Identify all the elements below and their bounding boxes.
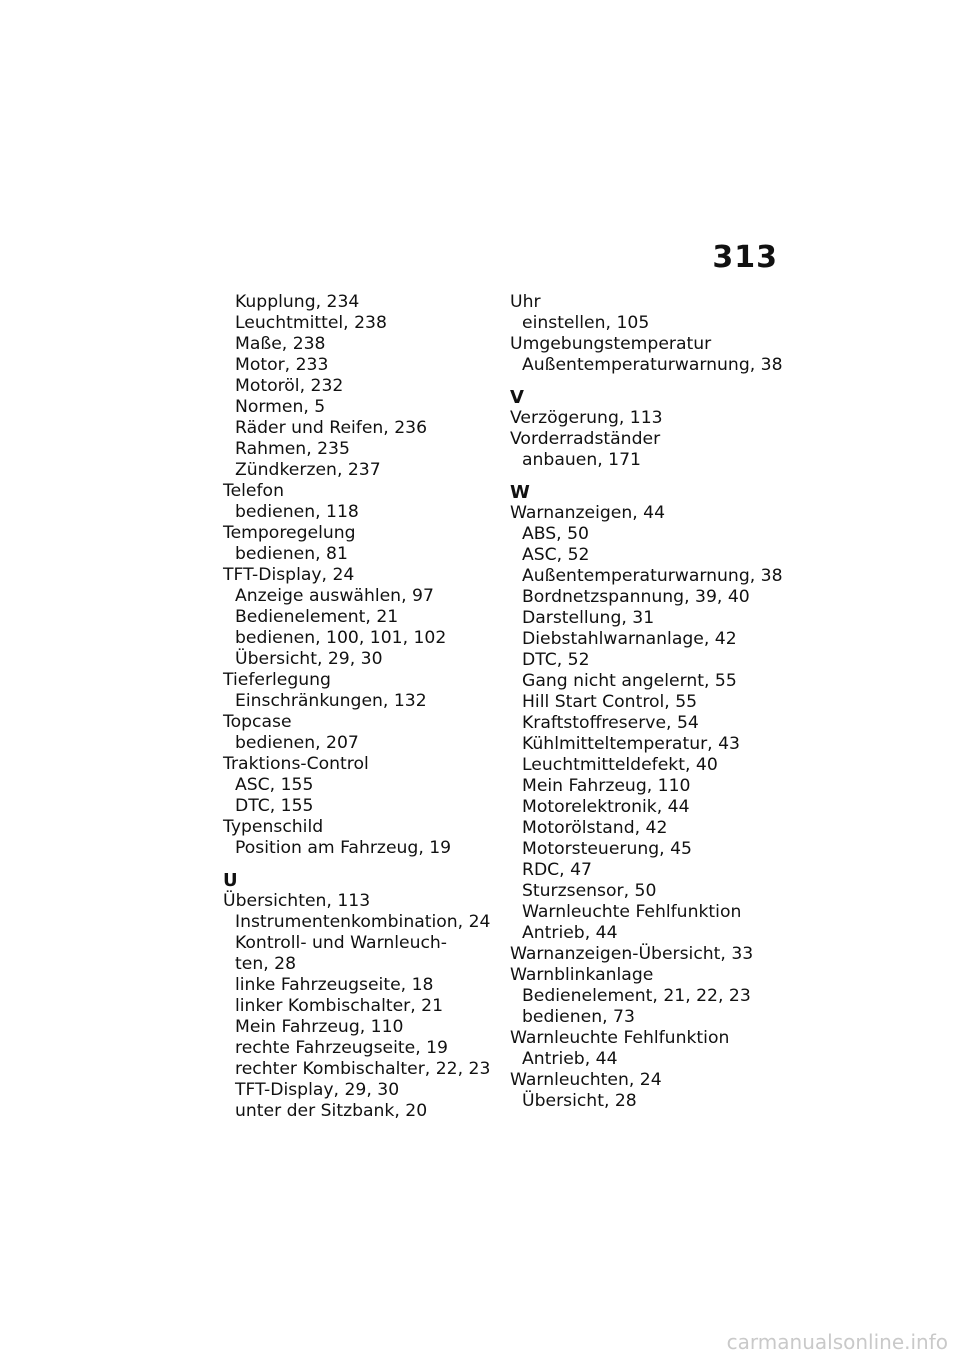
index-sub-entry: bedienen, 207 (235, 733, 359, 753)
index-sub-entry: bedienen, 100, 101, 102 (235, 628, 447, 648)
index-sub-entry: Normen, 5 (235, 397, 326, 417)
index-sub-entry: Einschränkungen, 132 (235, 691, 427, 711)
index-main-entry: Warnanzeigen, 44 (510, 503, 666, 523)
index-main-entry: Vorderradständer (510, 429, 661, 449)
index-sub-entry: Kraftstoffreserve, 54 (522, 713, 699, 733)
page-number: 313 (712, 240, 778, 275)
index-sub-entry: Motorsteuerung, 45 (522, 839, 692, 859)
index-main-entry: Warnleuchten, 24 (510, 1070, 662, 1090)
index-sub-entry: ABS, 50 (522, 524, 589, 544)
index-section-letter: U (223, 870, 238, 891)
index-sub-entry: Motoröl, 232 (235, 376, 344, 396)
index-section-letter: V (510, 387, 524, 408)
index-sub-entry: Maße, 238 (235, 334, 326, 354)
index-sub-entry: ten, 28 (235, 954, 297, 974)
index-sub-entry: Leuchtmitteldefekt, 40 (522, 755, 718, 775)
index-column-right (510, 292, 790, 1112)
index-sub-entry: Bedienelement, 21, 22, 23 (522, 986, 751, 1006)
index-sub-entry: Instrumentenkombination, 24 (235, 912, 491, 932)
index-sub-entry: Motorelektronik, 44 (522, 797, 690, 817)
index-sub-entry: Zündkerzen, 237 (235, 460, 381, 480)
index-sub-entry: DTC, 155 (235, 796, 314, 816)
index-sub-entry: bedienen, 81 (235, 544, 348, 564)
index-sub-entry: rechter Kombischalter, 22, 23 (235, 1059, 491, 1079)
index-sub-entry: Antrieb, 44 (522, 1049, 618, 1069)
index-main-entry: Warnanzeigen-Übersicht, 33 (510, 944, 754, 964)
index-sub-entry: DTC, 52 (522, 650, 590, 670)
index-sub-entry: ASC, 52 (522, 545, 590, 565)
index-sub-entry: Leuchtmittel, 238 (235, 313, 387, 333)
index-main-entry: Telefon (223, 481, 284, 501)
index-main-entry: Warnblinkanlage (510, 965, 654, 985)
index-main-entry: Typenschild (223, 817, 324, 837)
index-main-entry: Uhr (510, 292, 541, 312)
index-sub-entry: Mein Fahrzeug, 110 (522, 776, 691, 796)
index-main-entry: Übersichten, 113 (223, 891, 371, 911)
index-sub-entry: Darstellung, 31 (522, 608, 655, 628)
index-sub-entry: linke Fahrzeugseite, 18 (235, 975, 434, 995)
index-sub-entry: unter der Sitzbank, 20 (235, 1101, 428, 1121)
index-sub-entry: rechte Fahrzeugseite, 19 (235, 1038, 448, 1058)
index-sub-entry: RDC, 47 (522, 860, 592, 880)
index-sub-entry: Außentemperaturwarnung, 38 (522, 566, 783, 586)
index-main-entry: Topcase (223, 712, 292, 732)
index-sub-entry: Außentemperaturwarnung, 38 (522, 355, 783, 375)
index-sub-entry: Räder und Reifen, 236 (235, 418, 428, 438)
index-main-entry: Warnleuchte Fehlfunktion (510, 1028, 730, 1048)
index-sub-entry: Übersicht, 28 (522, 1091, 637, 1111)
index-main-entry: Verzögerung, 113 (510, 408, 663, 428)
index-sub-entry: Kühlmitteltemperatur, 43 (522, 734, 740, 754)
index-sub-entry: Kontroll- und Warnleuch- (235, 933, 448, 953)
index-sub-entry: Warnleuchte Fehlfunktion (522, 902, 742, 922)
index-sub-entry: Kupplung, 234 (235, 292, 360, 312)
index-main-entry: TFT-Display, 24 (223, 565, 355, 585)
index-sub-entry: TFT-Display, 29, 30 (235, 1080, 400, 1100)
index-sub-entry: Antrieb, 44 (522, 923, 618, 943)
index-sub-entry: Übersicht, 29, 30 (235, 649, 383, 669)
index-column-left (223, 292, 503, 1122)
index-sub-entry: linker Kombischalter, 21 (235, 996, 444, 1016)
index-sub-entry: Hill Start Control, 55 (522, 692, 698, 712)
watermark: carmanualsonline.info (726, 1330, 948, 1354)
index-sub-entry: Anzeige auswählen, 97 (235, 586, 434, 606)
index-sub-entry: Motorölstand, 42 (522, 818, 668, 838)
index-section-letter: W (510, 482, 530, 503)
index-sub-entry: Rahmen, 235 (235, 439, 350, 459)
index-main-entry: Umgebungstemperatur (510, 334, 712, 354)
index-sub-entry: bedienen, 118 (235, 502, 359, 522)
index-sub-entry: Mein Fahrzeug, 110 (235, 1017, 404, 1037)
index-sub-entry: anbauen, 171 (522, 450, 641, 470)
index-main-entry: Tieferlegung (223, 670, 331, 690)
index-sub-entry: Diebstahlwarnanlage, 42 (522, 629, 737, 649)
index-sub-entry: einstellen, 105 (522, 313, 650, 333)
index-sub-entry: Bedienelement, 21 (235, 607, 399, 627)
index-sub-entry: Motor, 233 (235, 355, 329, 375)
index-sub-entry: bedienen, 73 (522, 1007, 635, 1027)
index-sub-entry: Position am Fahrzeug, 19 (235, 838, 452, 858)
index-main-entry: Temporegelung (223, 523, 356, 543)
index-main-entry: Traktions-Control (223, 754, 369, 774)
index-sub-entry: Gang nicht angelernt, 55 (522, 671, 737, 691)
index-sub-entry: ASC, 155 (235, 775, 314, 795)
index-sub-entry: Sturzsensor, 50 (522, 881, 657, 901)
index-sub-entry: Bordnetzspannung, 39, 40 (522, 587, 750, 607)
